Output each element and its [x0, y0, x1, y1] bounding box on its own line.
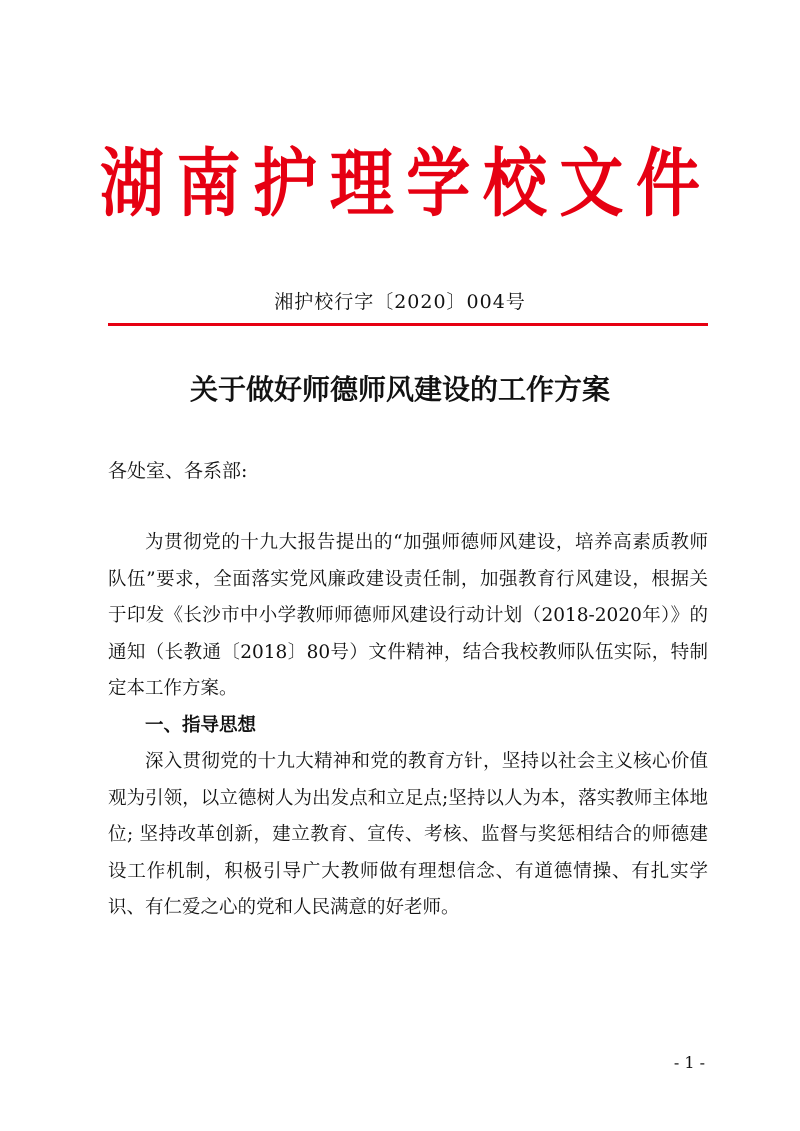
masthead-char: 学	[406, 141, 471, 228]
masthead-title	[100, 140, 700, 230]
masthead-char: 校	[482, 141, 547, 228]
intro-paragraph: 为贯彻党的十九大报告提出的“加强师德师风建设，培养高素质教师队伍”要求，全面落实党风廉政建设责任制，加强教育行风建设，根据关于印发《长沙市中小学教师师德师风建设行动计划（2018-2020年）》的通知（长教通〔2018〕80号）文件精神，结合我校教师队伍实际，特制定本工作方案。	[108, 532, 708, 699]
masthead-char: 湖	[100, 141, 164, 228]
document-title: 关于做好师德师风建设的工作方案	[189, 373, 610, 406]
document-body	[108, 525, 708, 927]
section-heading-guiding-ideology: 一、指导思想	[145, 714, 257, 736]
masthead-char: 理	[329, 141, 394, 228]
salutation: 各处室、各系部:	[108, 460, 248, 482]
masthead-char: 护	[253, 141, 318, 228]
masthead-char: 件	[635, 141, 700, 228]
document-number: 湘护校行字〔2020〕004号	[274, 291, 526, 313]
section-paragraph: 深入贯彻党的十九大精神和党的教育方针，坚持以社会主义核心价值观为引领，以立德树人为出发点和立足点;坚持以人为本，落实教师主体地位; 坚持改革创新，建立教育、宣传、考核、监督与奖惩相结合的师德建设工作机制，积极引导广大教师做有理想信念、有道德情操、有扎实学识、有仁爱之心的党和人民满意的好老师。	[108, 751, 708, 918]
masthead-char: 文	[559, 141, 624, 228]
page-number: - 1 -	[673, 1053, 705, 1072]
masthead-char: 南	[176, 141, 241, 228]
red-divider-line	[108, 323, 708, 326]
